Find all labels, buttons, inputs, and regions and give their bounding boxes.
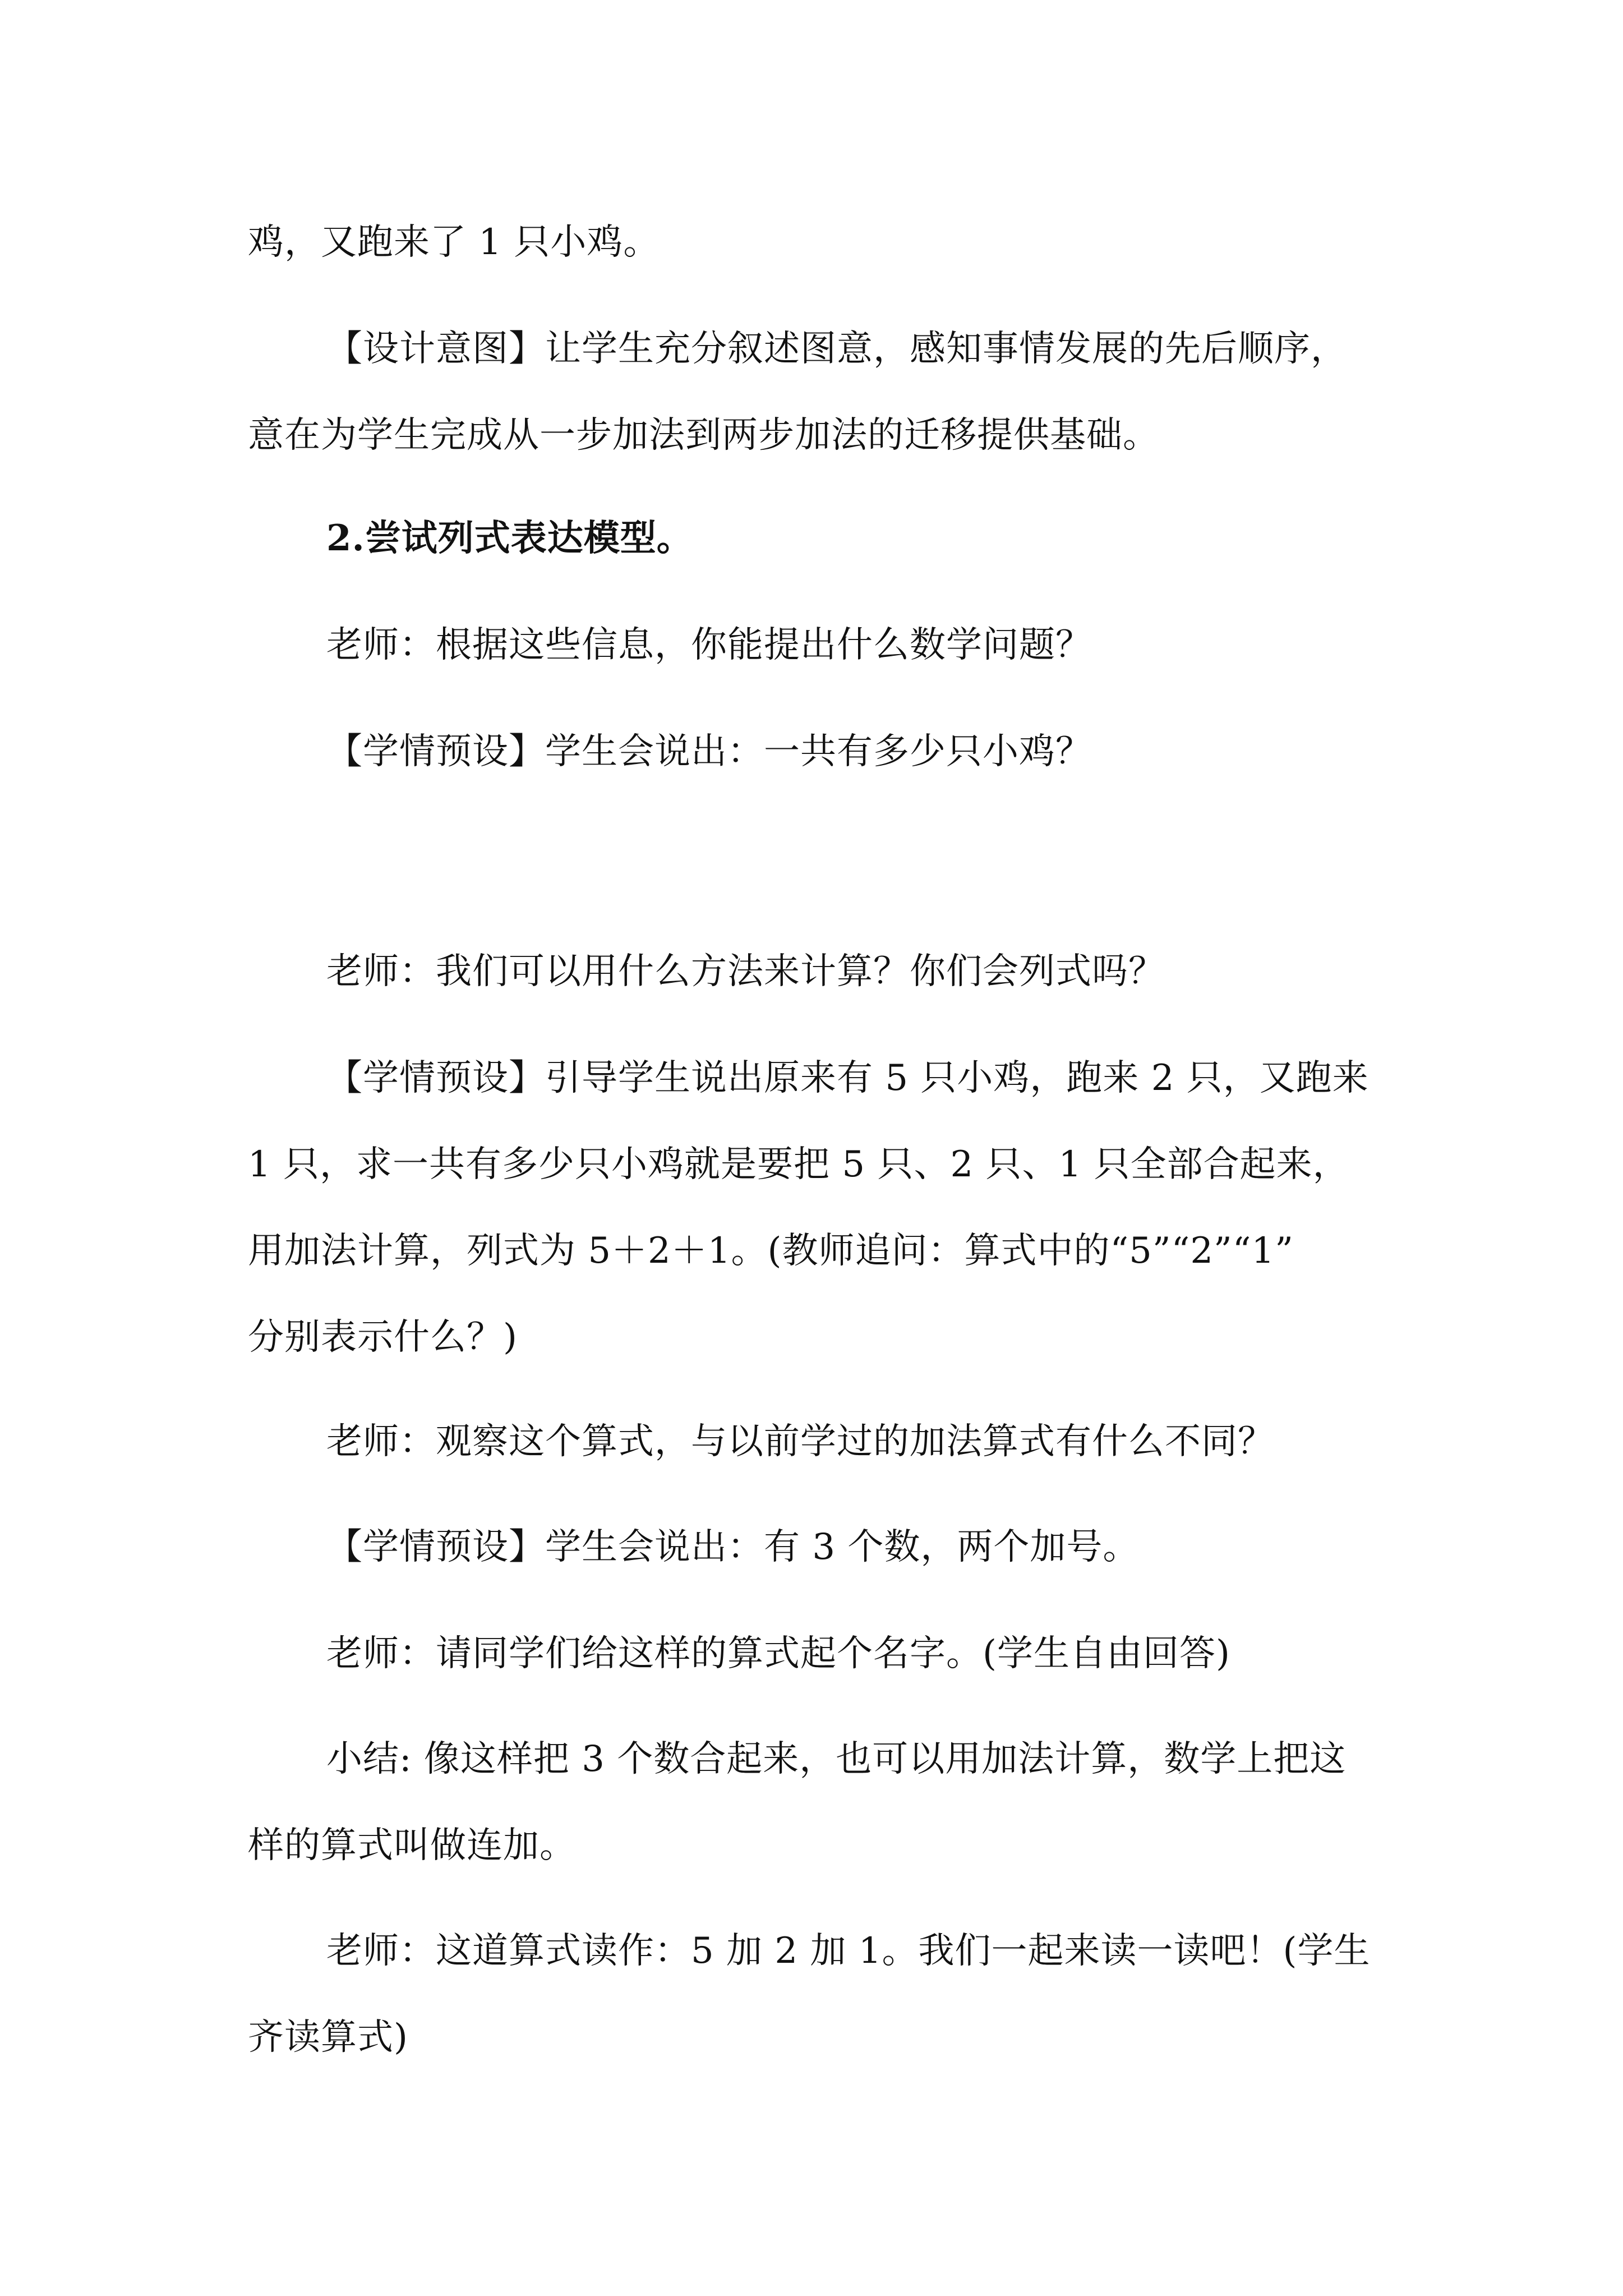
text-line: 小结: 像这样把 3 个数合起来，也可以用加法计算，数学上把这 <box>326 1738 1347 1780</box>
text-line: 【学情预设】引导学生说出原来有 5 只小鸡，跑来 2 只，又跑来 <box>326 1057 1369 1099</box>
text-line: 齐读算式) <box>248 2017 408 2058</box>
section-heading: 2.尝试列式表达模型。 <box>326 517 693 559</box>
text-line: 用加法计算，列式为 5＋2＋1。(教师追问：算式中的“5”“2”“1” <box>248 1230 1294 1272</box>
text-line: 老师：我们可以用什么方法来计算？你们会列式吗？ <box>326 951 1165 992</box>
text-line: 分别表示什么？) <box>248 1317 518 1358</box>
text-line: 老师：根据这些信息，你能提出什么数学问题？ <box>326 624 1092 666</box>
text-line: 【学情预设】学生会说出：一共有多少只小鸡？ <box>326 731 1092 772</box>
text-line: 【设计意图】让学生充分叙述图意，感知事情发展的先后顺序， <box>326 328 1347 370</box>
text-line: 老师：这道算式读作：5 加 2 加 1。我们一起来读一读吧！(学生 <box>326 1930 1371 1972</box>
text-line: 老师：请同学们给这样的算式起个名字。(学生自由回答) <box>326 1633 1230 1674</box>
text-line: 意在为学生完成从一步加法到两步加法的迁移提供基础。 <box>248 415 1159 456</box>
text-line: 老师：观察这个算式，与以前学过的加法算式有什么不同？ <box>326 1421 1274 1462</box>
text-line: 样的算式叫做连加。 <box>248 1825 576 1866</box>
text-line: 【学情预设】学生会说出：有 3 个数，两个加号。 <box>326 1526 1140 1568</box>
text-line: 鸡，又跑来了 1 只小鸡。 <box>248 222 660 263</box>
text-line: 1 只，求一共有多少只小鸡就是要把 5 只、2 只、1 只全部合起来， <box>248 1144 1349 1185</box>
